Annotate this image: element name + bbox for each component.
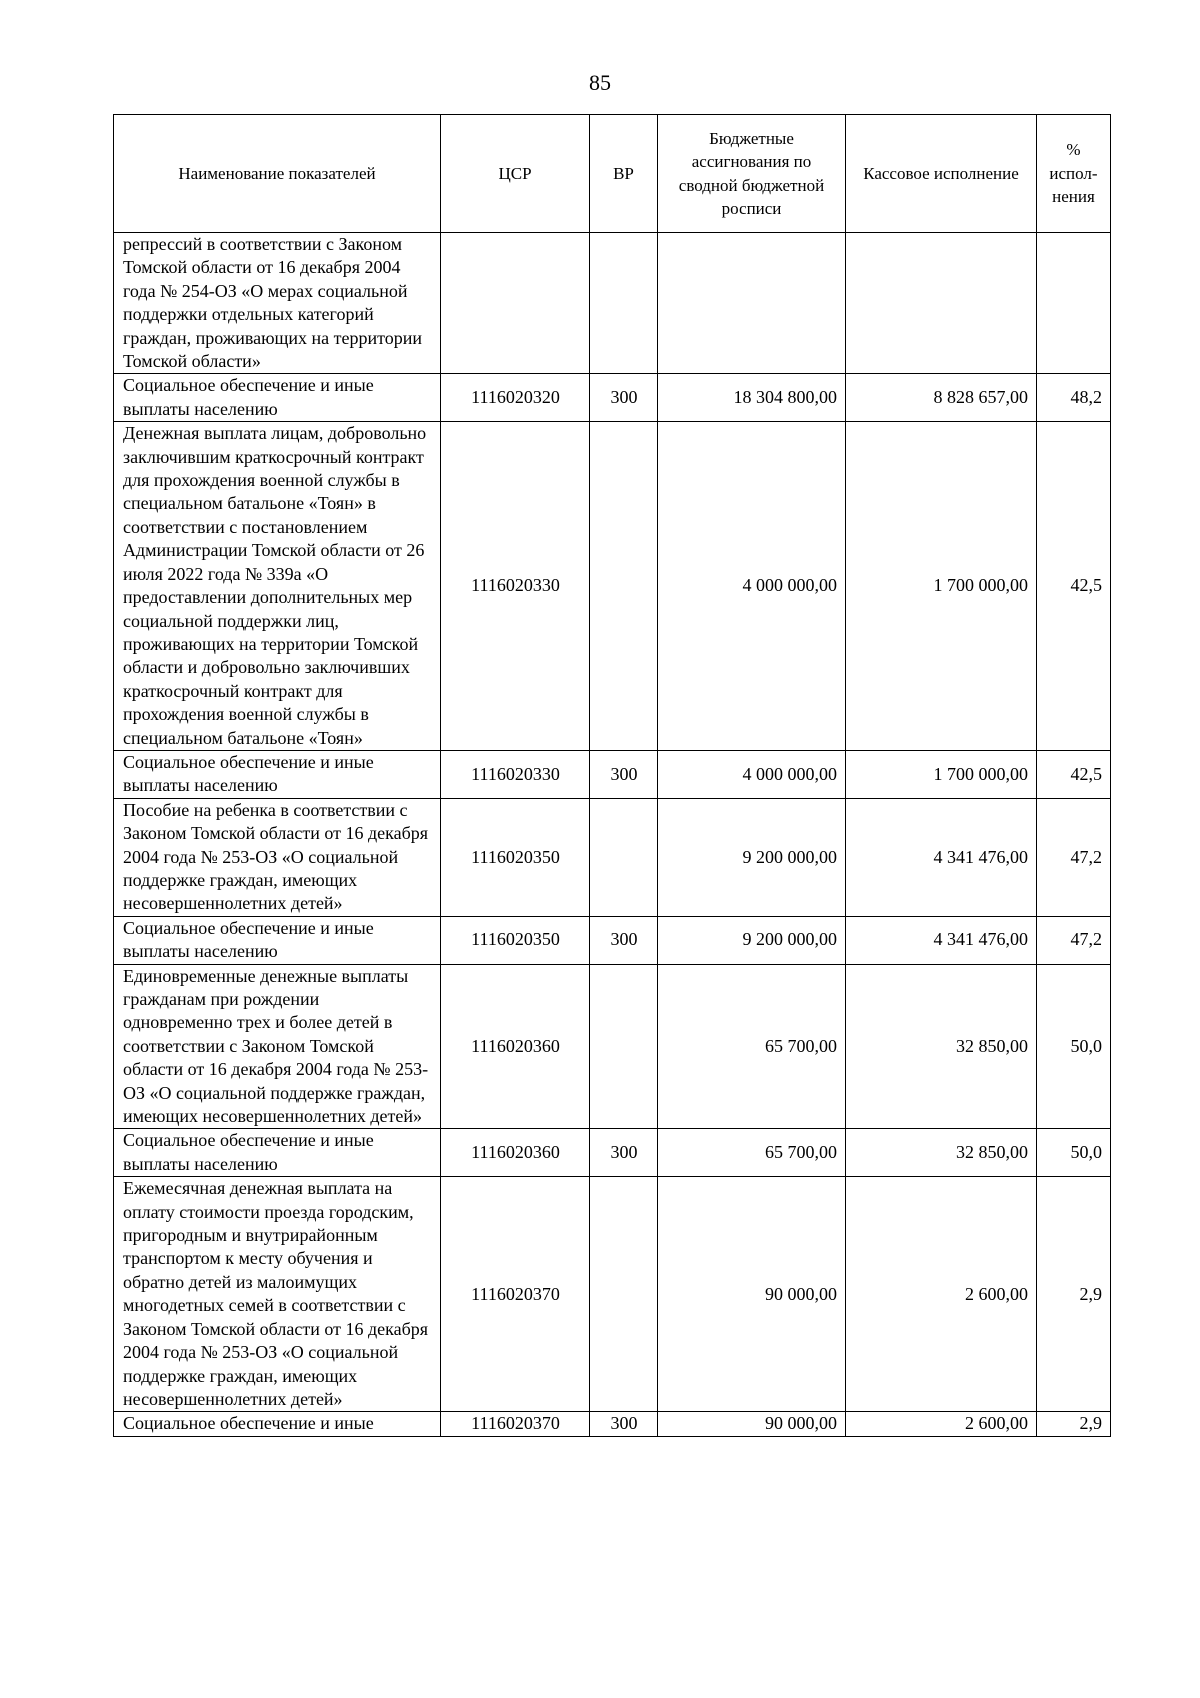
budget-table xyxy=(113,114,1111,1437)
row-vr: 300 xyxy=(590,1129,658,1177)
row-cash: 8 828 657,00 xyxy=(846,374,1037,422)
row-csr: 1116020360 xyxy=(441,1129,590,1177)
row-cash: 2 600,00 xyxy=(846,1412,1037,1436)
row-name: Социальное обеспечение и иные xyxy=(114,1412,441,1436)
row-cash: 4 341 476,00 xyxy=(846,916,1037,964)
row-name: репрессий в соответствии с Законом Томской области от 16 декабря 2004 года № 254-ОЗ «О мерах социальной поддержки отдельных категорий граждан, проживающих на территории Томской области» xyxy=(114,233,441,374)
row-name: Ежемесячная денежная выплата на оплату стоимости проезда городским, пригородным и внутрирайонным транспортом к месту обучения и обратно детей из малоимущих многодетных семей в соответствии с Законом Томской области от 16 декабря 2004 года № 253-ОЗ «О социальной поддержке граждан, имеющих несовершеннолетних детей» xyxy=(114,1177,441,1412)
header-name: Наименование показателей xyxy=(114,115,441,233)
row-csr: 1116020320 xyxy=(441,374,590,422)
row-budget: 65 700,00 xyxy=(658,1129,846,1177)
table-row xyxy=(114,750,1111,798)
row-budget: 4 000 000,00 xyxy=(658,422,846,751)
row-csr: 1116020360 xyxy=(441,964,590,1129)
row-percent: 42,5 xyxy=(1037,422,1111,751)
row-percent: 48,2 xyxy=(1037,374,1111,422)
row-name: Денежная выплата лицам, добровольно заключившим краткосрочный контракт для прохождения военной службы в специальном батальоне «Тоян» в соответствии с постановлением Администрации Томской области от 26 июля 2022 года № 339а «О предоставлении дополнительных мер социальной поддержки лиц, проживающих на территории Томской области и добровольно заключивших краткосрочный контракт для прохождения военной службы в специальном батальоне «Тоян» xyxy=(114,422,441,751)
row-budget: 90 000,00 xyxy=(658,1412,846,1436)
row-csr: 1116020370 xyxy=(441,1177,590,1412)
row-name: Единовременные денежные выплаты гражданам при рождении одновременно трех и более детей в соответствии с Законом Томской области от 16 декабря 2004 года № 253-ОЗ «О социальной поддержке граждан, имеющих несовершеннолетних детей» xyxy=(114,964,441,1129)
row-cash: 32 850,00 xyxy=(846,964,1037,1129)
row-percent: 2,9 xyxy=(1037,1412,1111,1436)
header-csr: ЦСР xyxy=(441,115,590,233)
table-row xyxy=(114,233,1111,374)
row-name: Социальное обеспечение и иные выплаты населению xyxy=(114,916,441,964)
row-csr: 1116020370 xyxy=(441,1412,590,1436)
row-vr: 300 xyxy=(590,1412,658,1436)
row-percent: 47,2 xyxy=(1037,798,1111,916)
table-header-row xyxy=(114,115,1111,233)
row-csr: 1116020330 xyxy=(441,750,590,798)
row-vr xyxy=(590,798,658,916)
header-budget: Бюджетные ассигнования по сводной бюджетной росписи xyxy=(658,115,846,233)
row-cash: 1 700 000,00 xyxy=(846,750,1037,798)
row-budget: 18 304 800,00 xyxy=(658,374,846,422)
row-cash: 4 341 476,00 xyxy=(846,798,1037,916)
header-vr: ВР xyxy=(590,115,658,233)
table-row xyxy=(114,1177,1111,1412)
row-budget: 65 700,00 xyxy=(658,964,846,1129)
row-vr xyxy=(590,233,658,374)
row-vr xyxy=(590,1177,658,1412)
row-name: Социальное обеспечение и иные выплаты населению xyxy=(114,750,441,798)
row-budget: 90 000,00 xyxy=(658,1177,846,1412)
row-csr xyxy=(441,233,590,374)
row-name: Социальное обеспечение и иные выплаты населению xyxy=(114,1129,441,1177)
row-name: Социальное обеспечение и иные выплаты населению xyxy=(114,374,441,422)
row-name: Пособие на ребенка в соответствии с Законом Томской области от 16 декабря 2004 года № 253-ОЗ «О социальной поддержке граждан, имеющих несовершеннолетних детей» xyxy=(114,798,441,916)
row-vr: 300 xyxy=(590,750,658,798)
row-budget: 4 000 000,00 xyxy=(658,750,846,798)
row-percent xyxy=(1037,233,1111,374)
header-cash: Кассовое исполнение xyxy=(846,115,1037,233)
row-budget: 9 200 000,00 xyxy=(658,916,846,964)
row-vr: 300 xyxy=(590,374,658,422)
row-percent: 47,2 xyxy=(1037,916,1111,964)
row-percent: 42,5 xyxy=(1037,750,1111,798)
row-percent: 2,9 xyxy=(1037,1177,1111,1412)
table-row xyxy=(114,1412,1111,1436)
table-row xyxy=(114,916,1111,964)
page-number: 85 xyxy=(589,70,611,95)
table-row xyxy=(114,374,1111,422)
table-row xyxy=(114,422,1111,751)
header-percent: % испол-нения xyxy=(1037,115,1111,233)
row-vr xyxy=(590,422,658,751)
row-percent: 50,0 xyxy=(1037,1129,1111,1177)
row-csr: 1116020350 xyxy=(441,798,590,916)
row-cash: 2 600,00 xyxy=(846,1177,1037,1412)
row-cash: 32 850,00 xyxy=(846,1129,1037,1177)
row-cash: 1 700 000,00 xyxy=(846,422,1037,751)
table-row xyxy=(114,1129,1111,1177)
table-row xyxy=(114,964,1111,1129)
table-row xyxy=(114,798,1111,916)
row-cash xyxy=(846,233,1037,374)
row-vr xyxy=(590,964,658,1129)
row-csr: 1116020330 xyxy=(441,422,590,751)
row-percent: 50,0 xyxy=(1037,964,1111,1129)
row-budget: 9 200 000,00 xyxy=(658,798,846,916)
row-csr: 1116020350 xyxy=(441,916,590,964)
row-vr: 300 xyxy=(590,916,658,964)
row-budget xyxy=(658,233,846,374)
